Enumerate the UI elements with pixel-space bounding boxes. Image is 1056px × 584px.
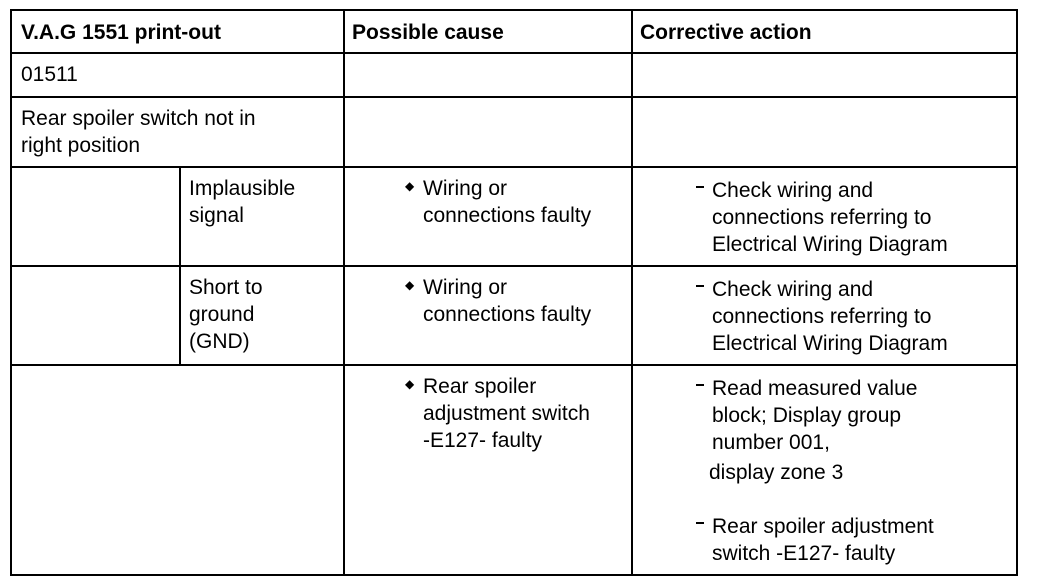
cause-line: -E127- faulty [423,429,543,452]
cause-line: connections faulty [423,303,592,326]
bullet-icon: ◆ [405,278,415,292]
bullet-icon: ◆ [405,377,415,391]
row-divider [12,52,1016,54]
row-divider [12,96,1016,98]
action-line: Rear spoiler adjustment [712,515,934,538]
dash-icon [696,186,704,188]
col-divider-3 [631,11,633,574]
row-divider [12,265,1016,267]
action-line: connections referring to [712,206,932,229]
col-divider-2 [343,11,345,574]
symptom-line: ground [189,303,255,326]
fault-text-line: right position [21,134,141,157]
action-line: switch -E127- faulty [712,542,896,565]
symptom-line: signal [189,204,244,227]
row-divider [12,364,1016,366]
action-line: Check wiring and [712,278,874,301]
action-line: Read measured value [712,377,918,400]
symptom-line: Implausible [189,177,296,200]
cause-line: adjustment switch [423,402,590,425]
cause-line: Rear spoiler [423,375,537,398]
cause-line: Wiring or [423,177,508,200]
header-corrective-action: Corrective action [640,21,812,44]
action-line: connections referring to [712,305,932,328]
fault-code: 01511 [21,63,78,86]
dash-icon [696,285,704,287]
header-printout: V.A.G 1551 print-out [21,21,221,44]
action-line: display zone 3 [709,461,844,484]
dash-icon [696,522,704,524]
bullet-icon: ◆ [405,179,415,193]
cause-line: connections faulty [423,204,592,227]
sub-col-divider [179,166,181,366]
action-line: block; Display group [712,404,902,427]
dash-icon [696,384,704,386]
symptom-line: (GND) [189,330,250,353]
header-possible-cause: Possible cause [352,21,504,44]
action-line: Check wiring and [712,179,874,202]
symptom-line: Short to [189,276,263,299]
action-line: number 001, [712,431,830,454]
fault-text-line: Rear spoiler switch not in [21,107,256,130]
row-divider [12,166,1016,168]
action-line: Electrical Wiring Diagram [712,332,948,355]
cause-line: Wiring or [423,276,508,299]
action-line: Electrical Wiring Diagram [712,233,948,256]
